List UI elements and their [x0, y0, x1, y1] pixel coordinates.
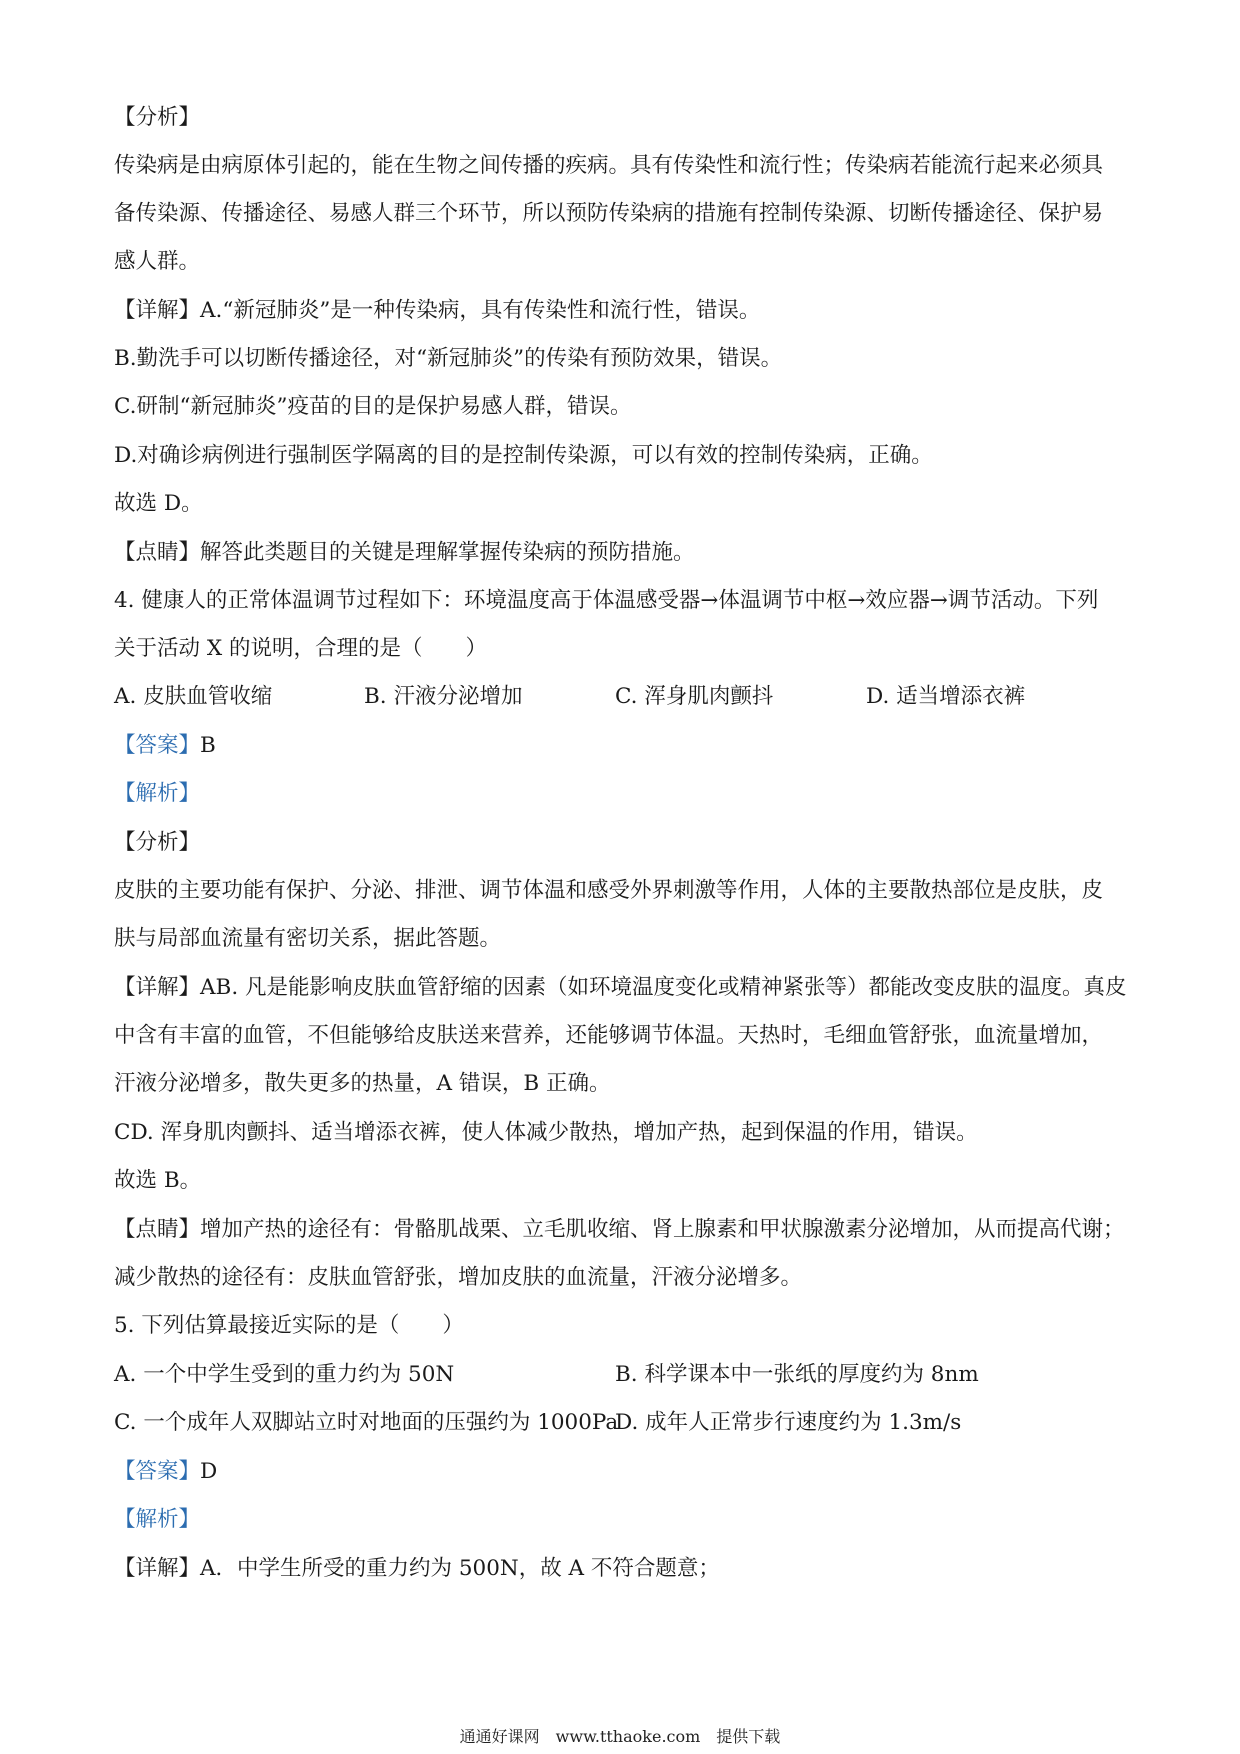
answer-value: B: [200, 733, 216, 758]
question-5-option-b: B. 科学课本中一张纸的厚度约为 8nm: [615, 1362, 979, 1387]
question-4-option-c: C. 浑身肌肉颤抖: [615, 684, 774, 709]
question-4-stem: 4. 健康人的正常体温调节过程如下：环境温度高于体温感受器→体温调节中枢→效应器→调节活动。下列: [114, 588, 1099, 613]
tip-line: 【点睛】增加产热的途径有：骨骼肌战栗、立毛肌收缩、肾上腺素和甲状腺激素分泌增加，从而提高代谢；: [114, 1217, 1125, 1242]
question-4-option-a: A. 皮肤血管收缩: [114, 684, 273, 709]
paragraph-line: 感人群。: [114, 249, 201, 274]
detail-line: B.勤洗手可以切断传播途径，对“新冠肺炎”的传染有预防效果，错误。: [114, 346, 783, 371]
detail-line: C.研制“新冠肺炎”疫苗的目的是保护易感人群，错误。: [114, 394, 632, 419]
question-5-option-c: C. 一个成年人双脚站立时对地面的压强约为 1000Pa: [114, 1410, 619, 1435]
conclusion-line: 故选 D。: [114, 491, 203, 516]
question-4-stem-cont: 关于活动 X 的说明，合理的是（ ）: [114, 636, 487, 661]
detail-line: CD. 浑身肌肉颤抖、适当增添衣裤，使人体减少散热，增加产热，起到保温的作用，错误。: [114, 1120, 978, 1145]
detail-line: D.对确诊病例进行强制医学隔离的目的是控制传染源，可以有效的控制传染病，正确。: [114, 443, 933, 468]
question-5-option-d: D. 成年人正常步行速度约为 1.3m/s: [615, 1410, 962, 1435]
paragraph-line: 备传染源、传播途径、易感人群三个环节，所以预防传染病的措施有控制传染源、切断传播途径、保护易: [114, 201, 1104, 226]
detail-line: 【详解】AB. 凡是能影响皮肤血管舒缩的因素（如环境温度变化或精神紧张等）都能改变皮肤的温度。真皮: [114, 975, 1127, 1000]
section-analysis-heading: 【分析】: [114, 105, 201, 130]
explanation-heading: 【解析】: [114, 781, 201, 806]
question-4-option-d: D. 适当增添衣裤: [866, 684, 1026, 709]
tip-line: 减少散热的途径有：皮肤血管舒张，增加皮肤的血流量，汗液分泌增多。: [114, 1265, 803, 1290]
question-4-option-b: B. 汗液分泌增加: [364, 684, 523, 709]
detail-line: 【详解】A．中学生所受的重力约为 500N，故 A 不符合题意；: [114, 1556, 720, 1581]
conclusion-line: 故选 B。: [114, 1168, 202, 1193]
detail-line: 中含有丰富的血管，不但能够给皮肤送来营养，还能够调节体温。天热时，毛细血管舒张，血流量增加，: [114, 1023, 1104, 1048]
explanation-heading: 【解析】: [114, 1507, 201, 1532]
question-5-stem: 5. 下列估算最接近实际的是（ ）: [114, 1313, 464, 1338]
answer-label: 【答案】: [114, 733, 201, 758]
paragraph-line: 皮肤的主要功能有保护、分泌、排泄、调节体温和感受外界刺激等作用，人体的主要散热部位是皮肤，皮: [114, 878, 1104, 903]
answer-line: [114, 1457, 1134, 1487]
paragraph-line: 传染病是由病原体引起的，能在生物之间传播的疾病。具有传染性和流行性；传染病若能流行起来必须具: [114, 153, 1104, 178]
answer-value: D: [200, 1459, 218, 1484]
tip-line: 【点睛】解答此类题目的关键是理解掌握传染病的预防措施。: [114, 540, 695, 565]
page-footer: 通通好课网 www.tthaoke.com 提供下载: [459, 1727, 781, 1746]
detail-line: 汗液分泌增多，散失更多的热量，A 错误，B 正确。: [114, 1071, 611, 1096]
section-analysis-heading: 【分析】: [114, 830, 201, 855]
question-5-option-a: A. 一个中学生受到的重力约为 50N: [114, 1362, 455, 1387]
answer-label: 【答案】: [114, 1459, 201, 1484]
answer-line: [114, 731, 1134, 761]
paragraph-line: 肤与局部血流量有密切关系，据此答题。: [114, 926, 502, 951]
detail-line: 【详解】A.“新冠肺炎”是一种传染病，具有传染性和流行性，错误。: [114, 298, 761, 323]
